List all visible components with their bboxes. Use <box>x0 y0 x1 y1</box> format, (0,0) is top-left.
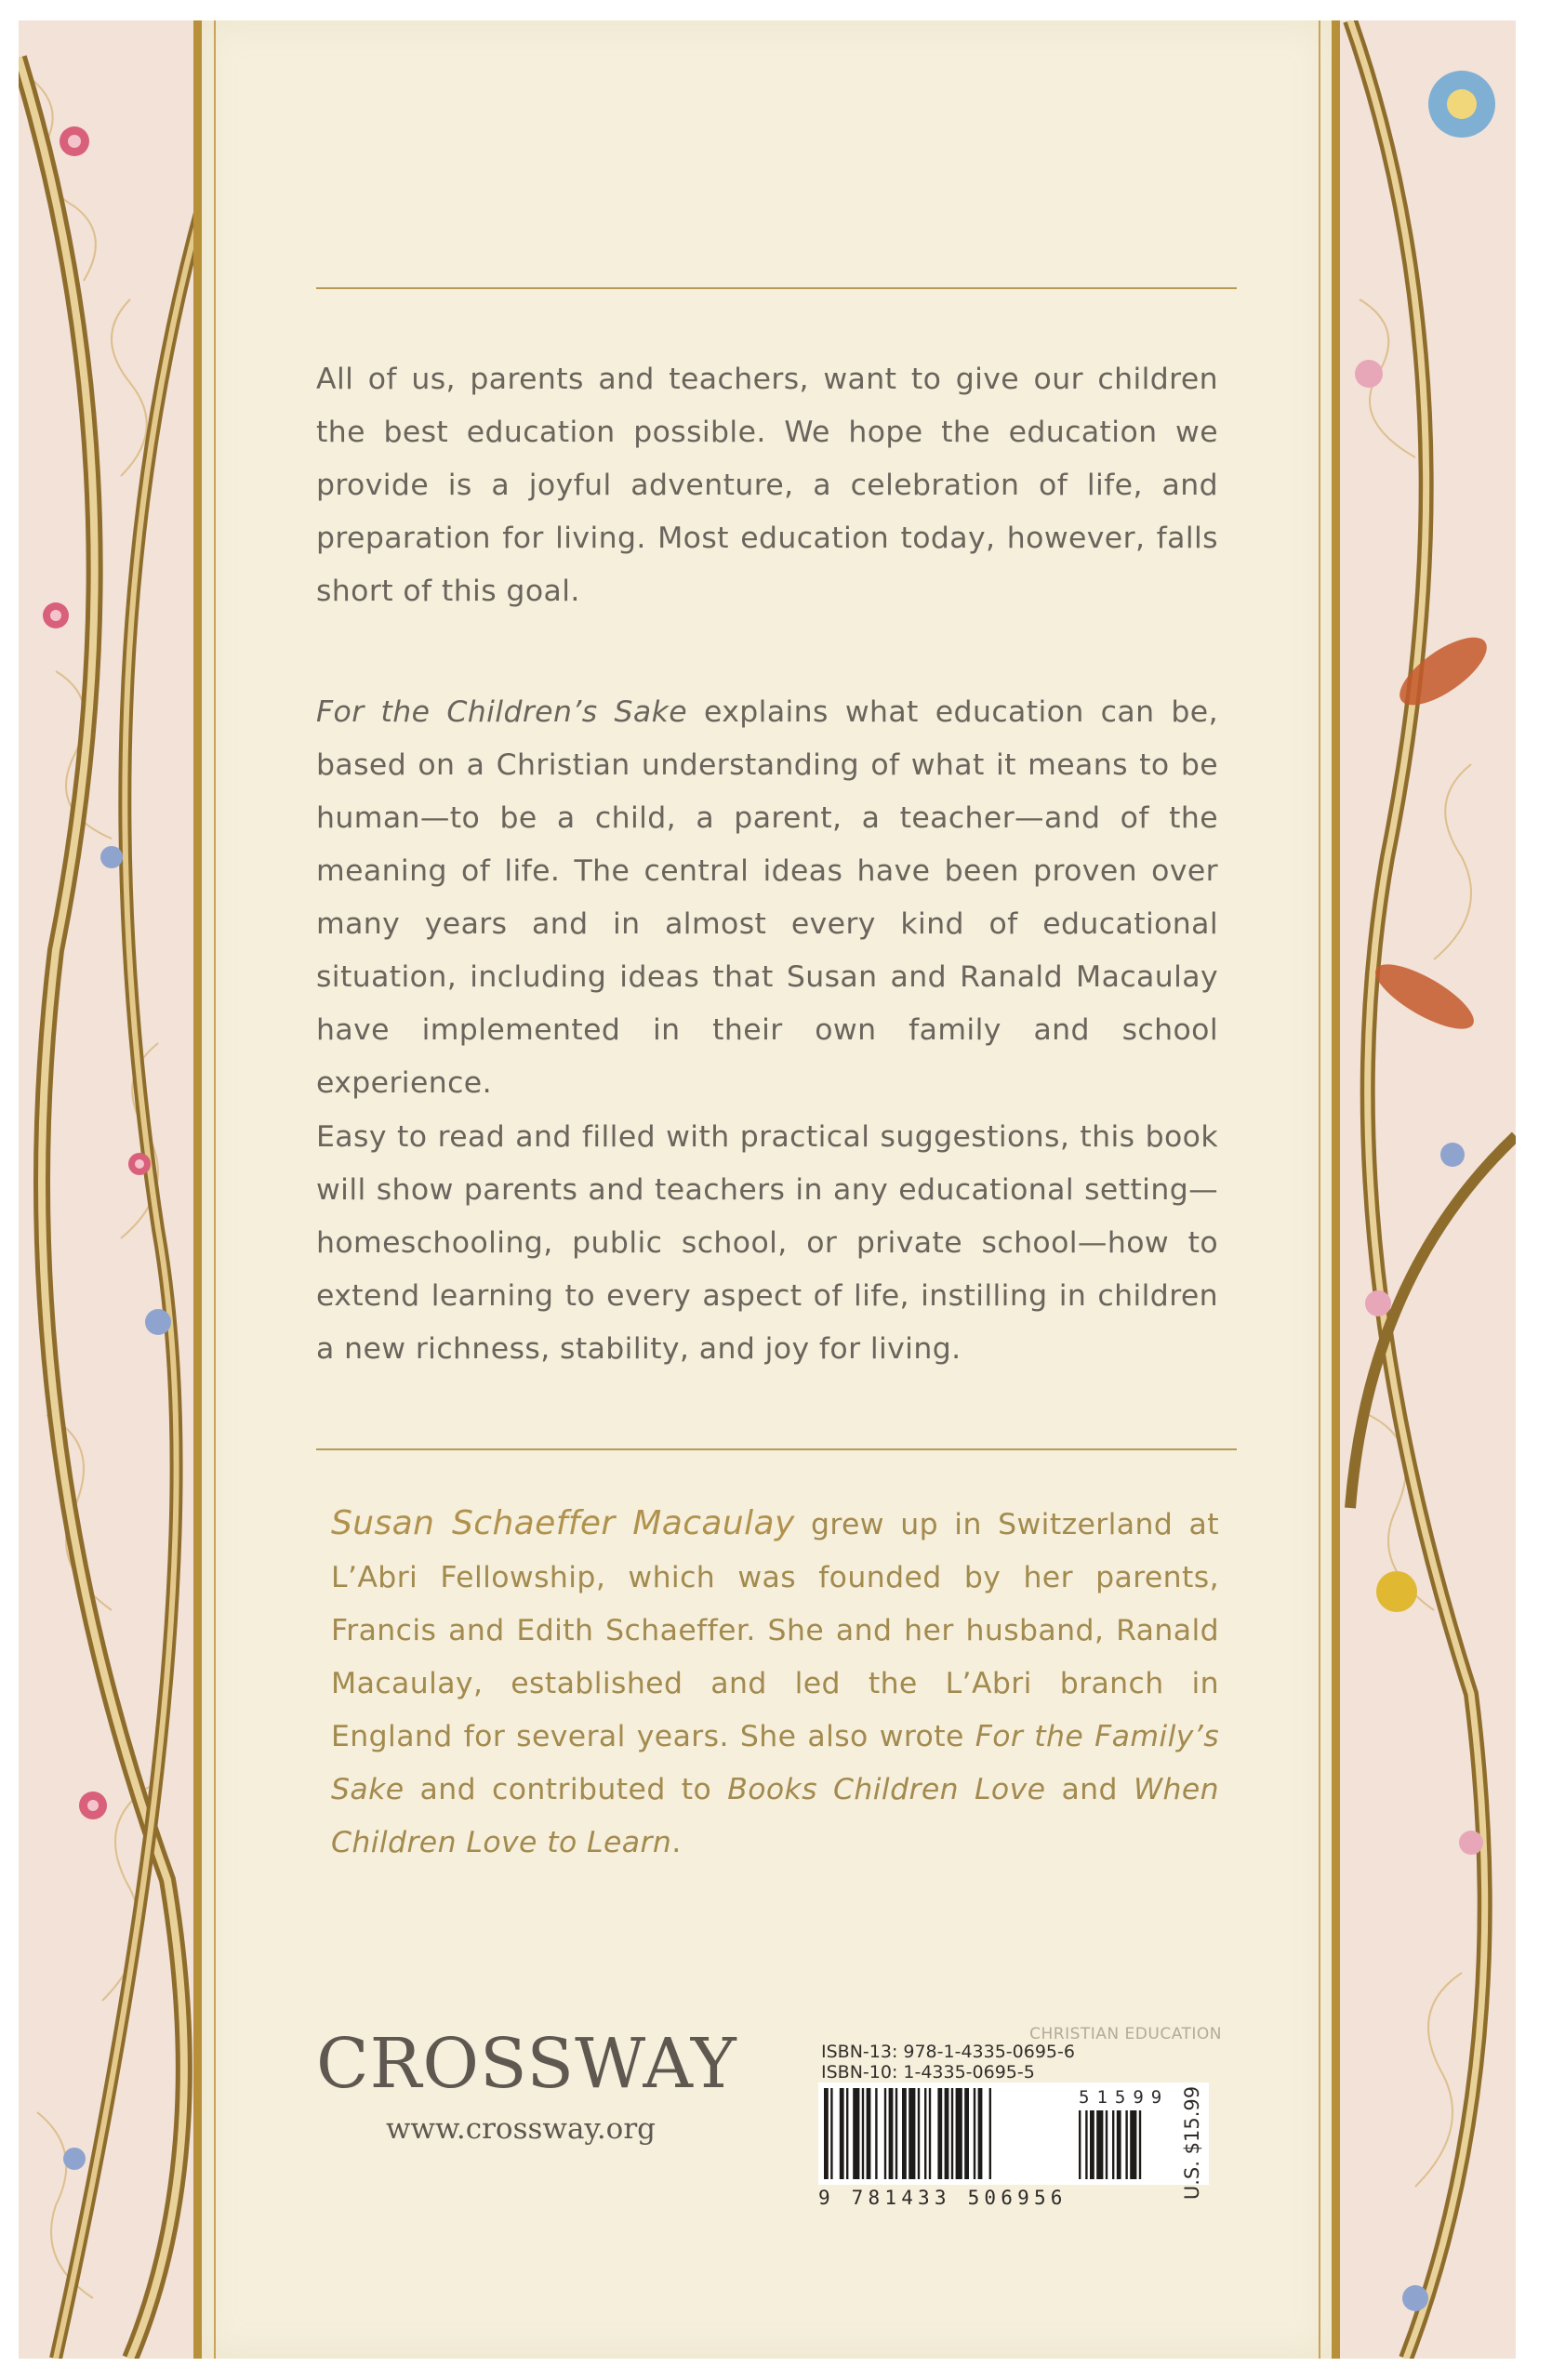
barcode-bar <box>951 2088 953 2179</box>
barcode-bar <box>956 2088 962 2179</box>
bio-text-3: and <box>1045 1773 1134 1806</box>
right-floral-border <box>1332 20 1516 2359</box>
category-label: CHRISTIAN EDUCATION <box>1029 2025 1222 2043</box>
book-title-ref: For the Children’s Sake <box>316 695 688 729</box>
middle-divider <box>316 1448 1237 1450</box>
addon-bar <box>1112 2110 1114 2179</box>
publisher-logo: CROSSWAY <box>316 2024 737 2104</box>
addon-bar <box>1139 2110 1141 2179</box>
barcode-bar <box>867 2088 871 2179</box>
author-bio <box>331 1497 1219 1870</box>
barcode-bar <box>924 2088 926 2179</box>
barcode-bar <box>862 2088 864 2179</box>
bio-text-1: grew up in Switzerland at L’Abri Fellowship, which was founded by her parents, Francis and Edith Schaeffer. She and her husband, Ranald Macaulay, established and led the L’Abri branch in England for several years. She also wrote <box>331 1508 1219 1753</box>
addon-bar <box>1130 2110 1136 2179</box>
addon-bar <box>1090 2110 1094 2179</box>
barcode-bar <box>945 2088 949 2179</box>
bio-text-4: . <box>671 1826 682 1859</box>
panel-left-inner-line <box>214 20 216 2359</box>
blurb-p1-text: All of us, parents and teachers, want to give our children the best education possible. We hope the education we provide is a joyful adventure, a celebration of life, and preparation for living. Most education today, however, falls short of this goal. <box>316 363 1218 608</box>
barcode-bar <box>909 2088 915 2179</box>
isbn-13: ISBN-13: 978-1-4335-0695-6 <box>821 2042 1075 2062</box>
publisher-url: www.crossway.org <box>385 2112 657 2146</box>
addon-bar <box>1125 2110 1127 2179</box>
barcode-bar <box>978 2088 983 2179</box>
barcode-bar <box>918 2088 920 2179</box>
addon-bar <box>1106 2110 1108 2179</box>
bio-book-2: Books Children Love <box>727 1773 1046 1806</box>
addon-bar <box>1085 2110 1087 2179</box>
barcode-bar <box>989 2088 991 2179</box>
barcode-bar <box>902 2088 907 2179</box>
left-floral-border <box>19 20 202 2359</box>
barcode-bar <box>929 2088 931 2179</box>
blurb-p2-text: explains what education can be, based on a Christian understanding of what it means to be human—to be a child, a parent, a teacher—and of the meaning of life. The central ideas have been proven over many years and in almost every kind of educational situation, including ideas that Susan and Ranald Macaulay have implemented in their own family and school experience. <box>316 695 1218 1100</box>
addon-bar <box>1096 2110 1103 2179</box>
blurb-paragraph-1 <box>316 353 1218 618</box>
bio-book-3: When Children Love to Learn <box>331 1773 1219 1859</box>
barcode-bar <box>824 2088 829 2179</box>
blurb-paragraph-3 <box>316 1111 1218 1376</box>
barcode-digits: 9 781433 506956 <box>818 2187 1068 2209</box>
addon-bar <box>1117 2110 1121 2179</box>
publisher-block <box>316 2024 737 2148</box>
barcode-bar <box>840 2088 844 2179</box>
panel-right-inner-line <box>1319 20 1320 2359</box>
barcode-bar <box>830 2088 832 2179</box>
price-label <box>1174 2087 1211 2199</box>
barcode-bar <box>895 2088 897 2179</box>
author-name: Susan Schaeffer Macaulay <box>331 1504 795 1542</box>
blurb-paragraph-2 <box>316 686 1218 1110</box>
barcode-bar <box>846 2088 848 2179</box>
barcode-bar <box>853 2088 859 2179</box>
barcode-bar <box>875 2088 877 2179</box>
barcode-bar <box>937 2088 942 2179</box>
blurb-p3-text: Easy to read and filled with practical suggestions, this book will show parents and teachers in any educational setting—homeschooling, public school, or private school—how to extend learning to every aspect of life, instilling in children a new richness, stability, and joy for living. <box>316 1120 1218 1366</box>
price-code: 51599 <box>1079 2087 1170 2108</box>
bio-book-1: For the Family’s Sake <box>331 1720 1220 1806</box>
price-text: U.S. $15.99 <box>1181 2085 1203 2201</box>
barcode-bar <box>889 2088 894 2179</box>
barcode-bar <box>974 2088 975 2179</box>
barcode-bar <box>884 2088 886 2179</box>
barcode-bar <box>964 2088 969 2179</box>
addon-bar <box>1079 2110 1081 2179</box>
bio-text-2: and contributed to <box>404 1773 728 1806</box>
top-divider <box>316 287 1237 289</box>
isbn-10: ISBN-10: 1-4335-0695-5 <box>821 2062 1035 2082</box>
